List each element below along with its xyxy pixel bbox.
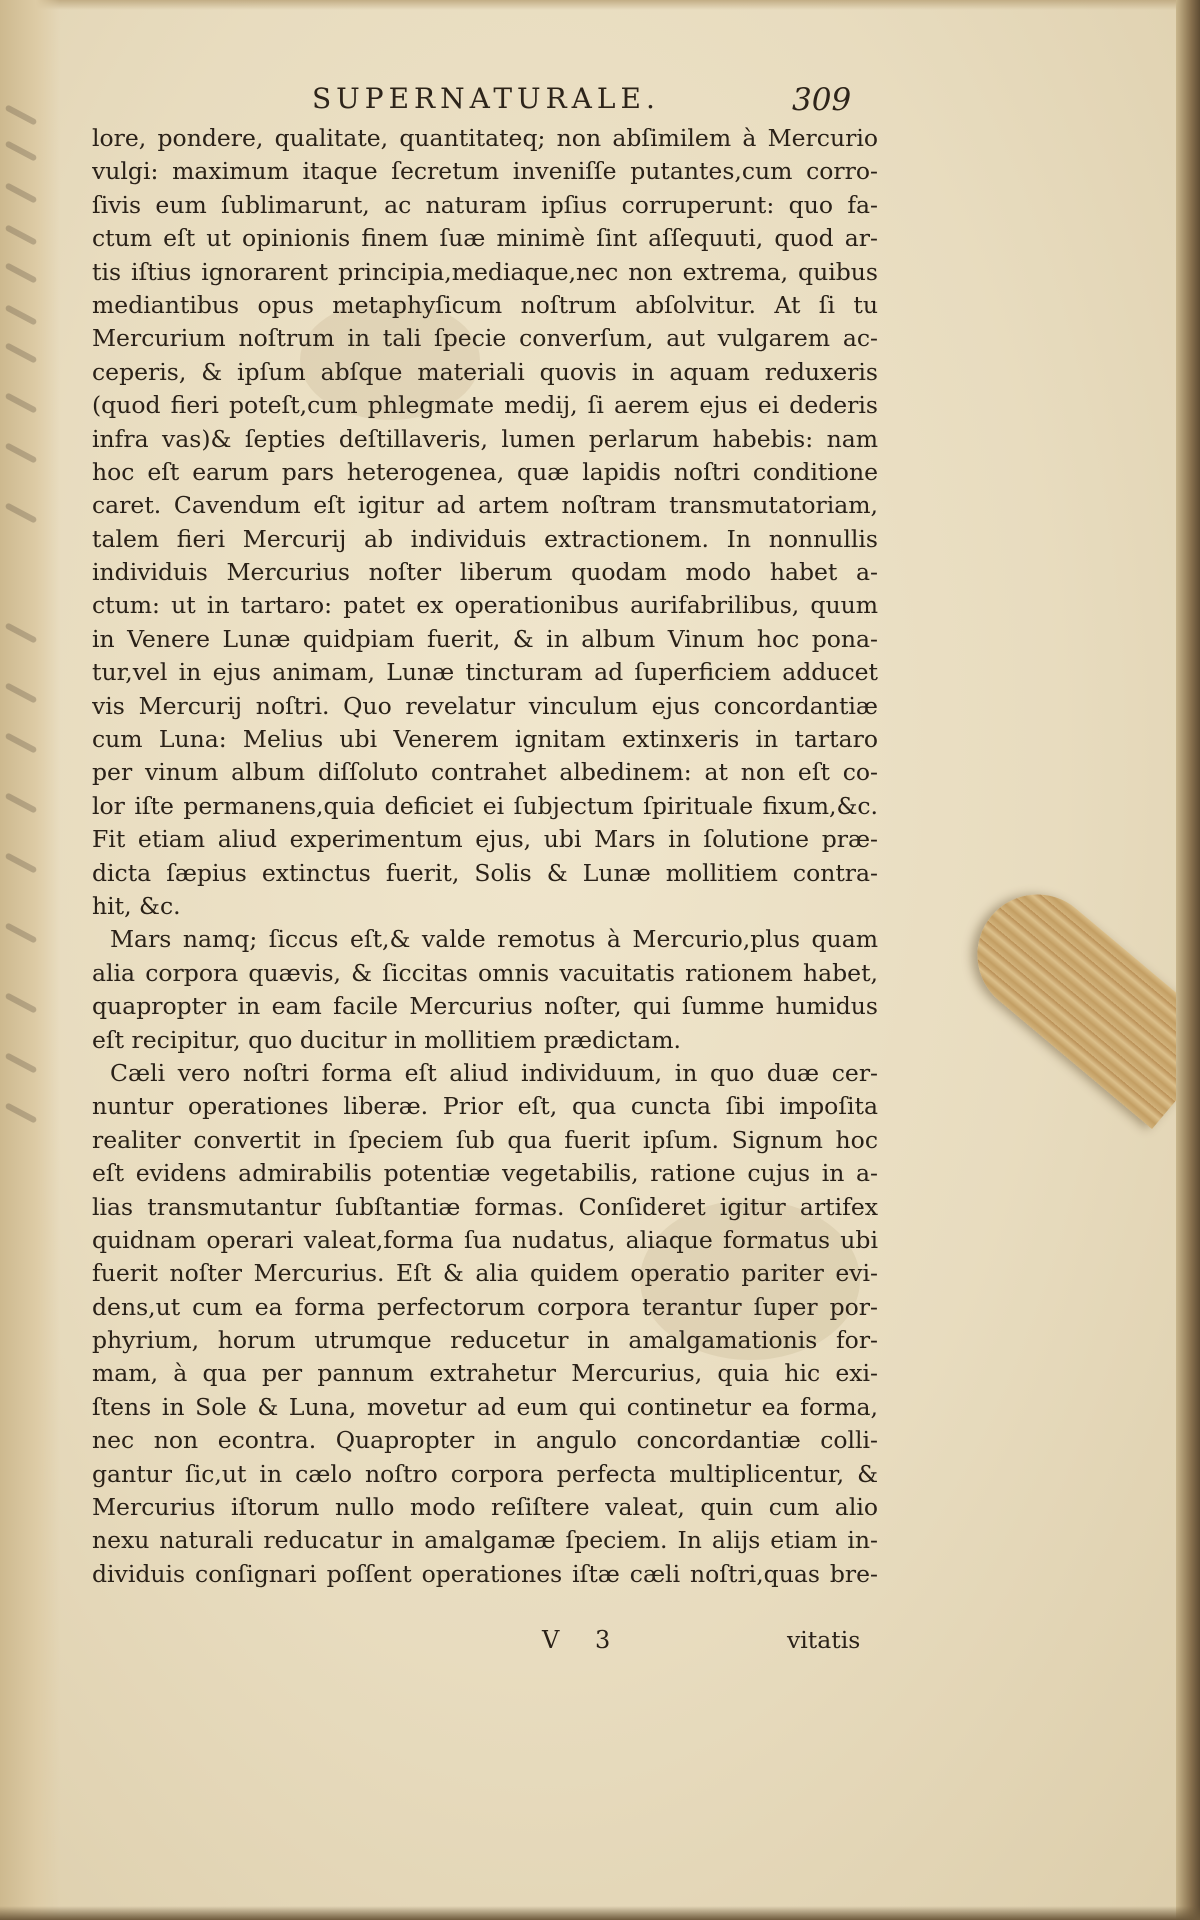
- text-line: dividuis conſignari poſſent operationes iſtæ cæli noſtri,quas bre-: [92, 1559, 878, 1588]
- text-line: eſt recipitur, quo ducitur in mollitiem prædictam.: [92, 1025, 682, 1054]
- text-line: infra vas)& ſepties deſtillaveris, lumen perlarum habebis: nam: [92, 424, 878, 453]
- text-line: cum Luna: Melius ubi Venerem ignitam extinxeris in tartaro: [92, 725, 878, 754]
- text-line: mediantibus opus metaphyſicum noſtrum abſolvitur. At ſi tu: [92, 290, 878, 319]
- page-header: [0, 82, 1200, 122]
- text-line: caret. Cavendum eſt igitur ad artem noſtram transmutatoriam,: [92, 491, 878, 520]
- text-line: Mercurius iſtorum nullo modo reſiſtere valeat, quin cum alio: [92, 1493, 878, 1522]
- paragraph-container: [92, 122, 878, 1591]
- text-line: individuis Mercurius noſter liberum quodam modo habet a-: [92, 558, 878, 587]
- text-line: ſtens in Sole & Luna, movetur ad eum qui continetur ea forma,: [92, 1392, 878, 1421]
- text-line: dicta ſæpius extinctus fuerit, Solis & Lunæ mollitiem contra-: [92, 858, 878, 887]
- text-line: vis Mercurij noſtri. Quo revelatur vinculum ejus concordantiæ: [92, 691, 878, 720]
- text-line: tur,vel in ejus animam, Lunæ tincturam ad ſuperficiem adducet: [92, 658, 878, 687]
- text-line: (quod fieri poteſt,cum phlegmate medij, ſi aerem ejus ei dederis: [92, 391, 878, 420]
- text-line: nexu naturali reducatur in amalgamæ ſpeciem. In alijs etiam in-: [92, 1526, 878, 1555]
- text-line: alia corpora quævis, & ſiccitas omnis vacuitatis rationem habet,: [92, 958, 878, 987]
- text-line: lias transmutantur ſubſtantiæ formas. Conſideret igitur artifex: [92, 1192, 878, 1221]
- signature-mark: V 3: [542, 1626, 625, 1654]
- text-line: lore, pondere, qualitate, quantitateq; non abſimilem à Mercurio: [92, 124, 878, 152]
- text-line: fuerit noſter Mercurius. Eſt & alia quidem operatio pariter evi-: [92, 1259, 878, 1288]
- text-line: ctum: ut in tartaro: patet ex operationibus aurifabrilibus, quum: [92, 591, 878, 620]
- text-line: hoc eſt earum pars heterogenea, quæ lapidis noſtri conditione: [92, 457, 878, 486]
- text-line: Mercurium noſtrum in tali ſpecie converſum, aut vulgarem ac-: [92, 324, 878, 353]
- text-line: Cæli vero noſtri forma eſt aliud individuum, in quo duæ cer-: [110, 1058, 878, 1087]
- text-line: ceperis, & ipſum abſque materiali quovis in aquam reduxeris: [92, 357, 878, 386]
- body-text: [92, 122, 878, 1591]
- text-line: phyrium, horum utrumque reducetur in amalgamationis for-: [92, 1326, 878, 1355]
- text-line: quapropter in eam facile Mercurius noſter, qui ſumme humidus: [92, 992, 878, 1021]
- text-line: Fit etiam aliud experimentum ejus, ubi Mars in ſolutione præ-: [92, 825, 878, 854]
- text-line: eſt evidens admirabilis potentiæ vegetabilis, ratione cujus in a-: [92, 1159, 878, 1188]
- text-line: in Venere Lunæ quidpiam fuerit, & in album Vinum hoc pona-: [92, 624, 878, 653]
- page-top-edge: [0, 0, 1200, 10]
- text-line: hit, &c.: [92, 891, 181, 920]
- page-footer: [0, 1626, 1200, 1662]
- running-head: SUPERNATURALE.: [312, 82, 660, 115]
- text-line: tis iſtius ignorarent principia,mediaque,nec non extrema, quibus: [92, 257, 878, 286]
- text-line: lor iſte permanens,quia deficiet ei ſubjectum ſpirituale fixum,&c.: [92, 791, 878, 820]
- text-line: per vinum album diſſoluto contrahet albedinem: at non eſt co-: [92, 758, 878, 787]
- text-line: ſivis eum ſublimarunt, ac naturam ipſius corruperunt: quo fa-: [92, 190, 878, 219]
- text-line: quidnam operari valeat,forma ſua nudatus, aliaque formatus ubi: [92, 1225, 878, 1254]
- text-line: vulgi: maximum itaque ſecretum inveniſſe putantes,cum corro-: [92, 157, 878, 186]
- page-right-edge: [1176, 0, 1200, 1920]
- text-line: nec non econtra. Quapropter in angulo concordantiæ colli-: [92, 1426, 878, 1455]
- page-bottom-edge: [0, 1906, 1200, 1920]
- text-line: Mars namq; ſiccus eſt,& valde remotus à Mercurio,plus quam: [110, 925, 878, 954]
- text-line: talem fieri Mercurij ab individuis extractionem. In nonnullis: [92, 524, 878, 553]
- text-line: realiter convertit in ſpeciem ſub qua fuerit ipſum. Signum hoc: [92, 1125, 878, 1154]
- text-line: gantur ſic,ut in cælo noſtro corpora perfecta multiplicentur, &: [92, 1459, 878, 1488]
- text-line: mam, à qua per pannum extrahetur Mercurius, quia hic exi-: [92, 1359, 878, 1388]
- bleed-through-marks: [4, 100, 44, 1150]
- text-line: nuntur operationes liberæ. Prior eſt, qua cuncta ſibi impoſita: [92, 1092, 878, 1121]
- page-number: 309: [792, 82, 852, 118]
- wooden-stick: [953, 870, 1200, 1129]
- text-line: ctum eſt ut opinionis finem ſuæ minimè ſint aſſequuti, quod ar-: [92, 224, 878, 253]
- catchword: vitatis: [787, 1626, 861, 1654]
- text-line: dens,ut cum ea forma perfectorum corpora terantur ſuper por-: [92, 1292, 878, 1321]
